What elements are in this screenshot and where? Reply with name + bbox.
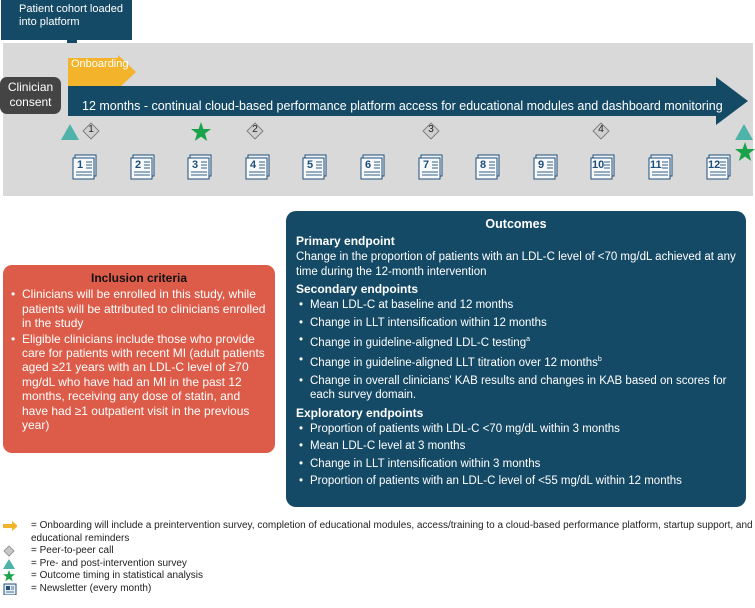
inclusion-item: • Eligible clinicians include those who provide care for patients with recent MI (adult patients aged ≥21 years with an LDL-C level of ≥70 mg/dL who have had an MI in the past 12 months, receiving any dose of statin, and have had ≥1 outpatient visit in the previous year)	[11, 332, 267, 433]
newsletter-icon	[72, 154, 96, 180]
outcome-star-icon	[735, 142, 755, 162]
outcome-star-icon	[191, 122, 211, 142]
newsletter-number: 1	[77, 159, 84, 171]
legend-survey-row	[3, 558, 753, 571]
newsletter-number: 4	[250, 159, 257, 171]
secondary-endpoint-text: Change in guideline-aligned LDL-C testing	[310, 336, 527, 349]
cohort-callout	[1, 0, 132, 40]
inclusion-item: • Clinicians will be enrolled in this study, while patients will be attributed to clinicians enrolled in the study	[11, 287, 267, 330]
legend-peer-row	[3, 545, 753, 558]
peer-call-diamond-icon	[82, 122, 100, 140]
newsletter-icon	[302, 154, 326, 180]
survey-triangle-icon	[3, 558, 17, 570]
newsletter-icon	[590, 154, 614, 180]
peer-call-diamond-icon	[3, 545, 17, 557]
legend-newsletter-text: = Newsletter (every month)	[31, 582, 152, 594]
pre-survey-triangle-icon	[61, 124, 79, 140]
secondary-endpoint-text: Change in guideline-aligned LLT titration over 12 months	[310, 357, 598, 370]
newsletter-icon	[475, 154, 499, 180]
secondary-endpoints-heading: Secondary endpoints	[296, 282, 419, 296]
legend-survey-text: = Pre- and post-intervention survey	[31, 557, 187, 569]
exploratory-endpoints-heading: Exploratory endpoints	[296, 405, 424, 420]
newsletter-number: 11	[650, 159, 662, 171]
peer-call-number: 2	[252, 124, 258, 135]
inclusion-title: Inclusion criteria	[90, 271, 188, 285]
peer-call-diamond-icon	[422, 122, 440, 140]
footnote-b: b	[597, 356, 602, 364]
legend-peer-text: = Peer-to-peer call	[31, 545, 114, 556]
peer-call-number: 3	[428, 124, 434, 135]
legend	[3, 520, 753, 595]
exploratory-endpoint-item: • Proportion of patients with an LDL-C level of <55 mg/dL within 12 months	[296, 474, 736, 489]
newsletter-number: 6	[365, 159, 372, 171]
onboarding-arrow-icon	[3, 520, 17, 532]
secondary-endpoint-text: Change in overall clinicians' KAB results and changes in KAB based on scores for each survey domain.	[310, 374, 727, 402]
footnote-a: a	[526, 336, 530, 343]
newsletter-icon	[3, 583, 17, 595]
peer-call-diamond-icon	[592, 122, 610, 140]
exploratory-endpoint-item: • Proportion of patients with LDL-C <70 mg/dL within 3 months	[296, 422, 736, 437]
cohort-callout-text: Patient cohort loaded into platform	[19, 3, 123, 28]
exploratory-endpoint-item: • Change in LLT intensification within 3 months	[296, 457, 736, 472]
newsletter-icon	[187, 154, 211, 180]
post-survey-triangle-icon	[735, 124, 753, 140]
newsletter-number: 8	[480, 159, 487, 171]
inclusion-criteria-box	[3, 265, 275, 453]
outcome-star-icon	[3, 570, 17, 582]
legend-outcome-row	[3, 570, 753, 583]
newsletter-number: 7	[423, 159, 430, 171]
newsletter-icon	[130, 154, 154, 180]
timeline-text: 12 months - continual cloud-based performance platform access for educational modules and dashboard monitoring	[82, 99, 723, 113]
secondary-endpoint-text: Change in LLT intensification within 12 months	[310, 316, 547, 329]
newsletter-number: 10	[592, 159, 605, 171]
secondary-endpoint-item	[296, 316, 736, 331]
primary-endpoint-heading: Primary endpoint	[296, 234, 395, 248]
secondary-endpoint-item	[296, 298, 736, 313]
secondary-endpoint-item	[296, 333, 736, 350]
newsletter-number: 3	[192, 159, 199, 171]
newsletter-icon	[706, 154, 730, 180]
peer-call-number: 1	[88, 124, 94, 135]
clinician-consent-box	[0, 77, 61, 114]
newsletter-icon	[648, 154, 672, 180]
newsletter-icon	[245, 154, 269, 180]
legend-onboarding-row	[3, 520, 753, 545]
newsletter-icon	[418, 154, 442, 180]
onboarding-label: Onboarding	[71, 58, 129, 70]
newsletter-number: 5	[307, 159, 314, 171]
legend-outcome-text: = Outcome timing in statistical analysis	[31, 570, 204, 581]
outcomes-box	[286, 211, 746, 507]
clinician-consent-text: Clinician consent	[7, 80, 54, 109]
peer-call-number: 4	[598, 124, 604, 135]
legend-onboarding-text: = Onboarding will include a preintervention survey, completion of educational modules, access/training to a cloud-based performance platform, startup support, and educational reminders	[31, 520, 753, 544]
legend-newsletter-row	[3, 583, 753, 596]
secondary-endpoint-text: Mean LDL-C at baseline and 12 months	[310, 299, 514, 311]
newsletter-number: 9	[538, 159, 545, 171]
exploratory-endpoint-item: • Mean LDL-C level at 3 months	[296, 439, 736, 454]
newsletter-icon	[360, 154, 384, 180]
secondary-endpoint-item	[296, 374, 736, 403]
peer-call-diamond-icon	[246, 122, 264, 140]
primary-endpoint-text: Change in the proportion of patients with an LDL-C level of <70 mg/dL achieved at any time during the 12-month intervention	[296, 251, 736, 278]
newsletter-number: 2	[135, 159, 142, 171]
secondary-endpoint-item	[296, 353, 736, 370]
newsletter-icon	[533, 154, 557, 180]
newsletter-number: 12	[708, 159, 721, 171]
outcomes-title: Outcomes	[485, 217, 547, 231]
